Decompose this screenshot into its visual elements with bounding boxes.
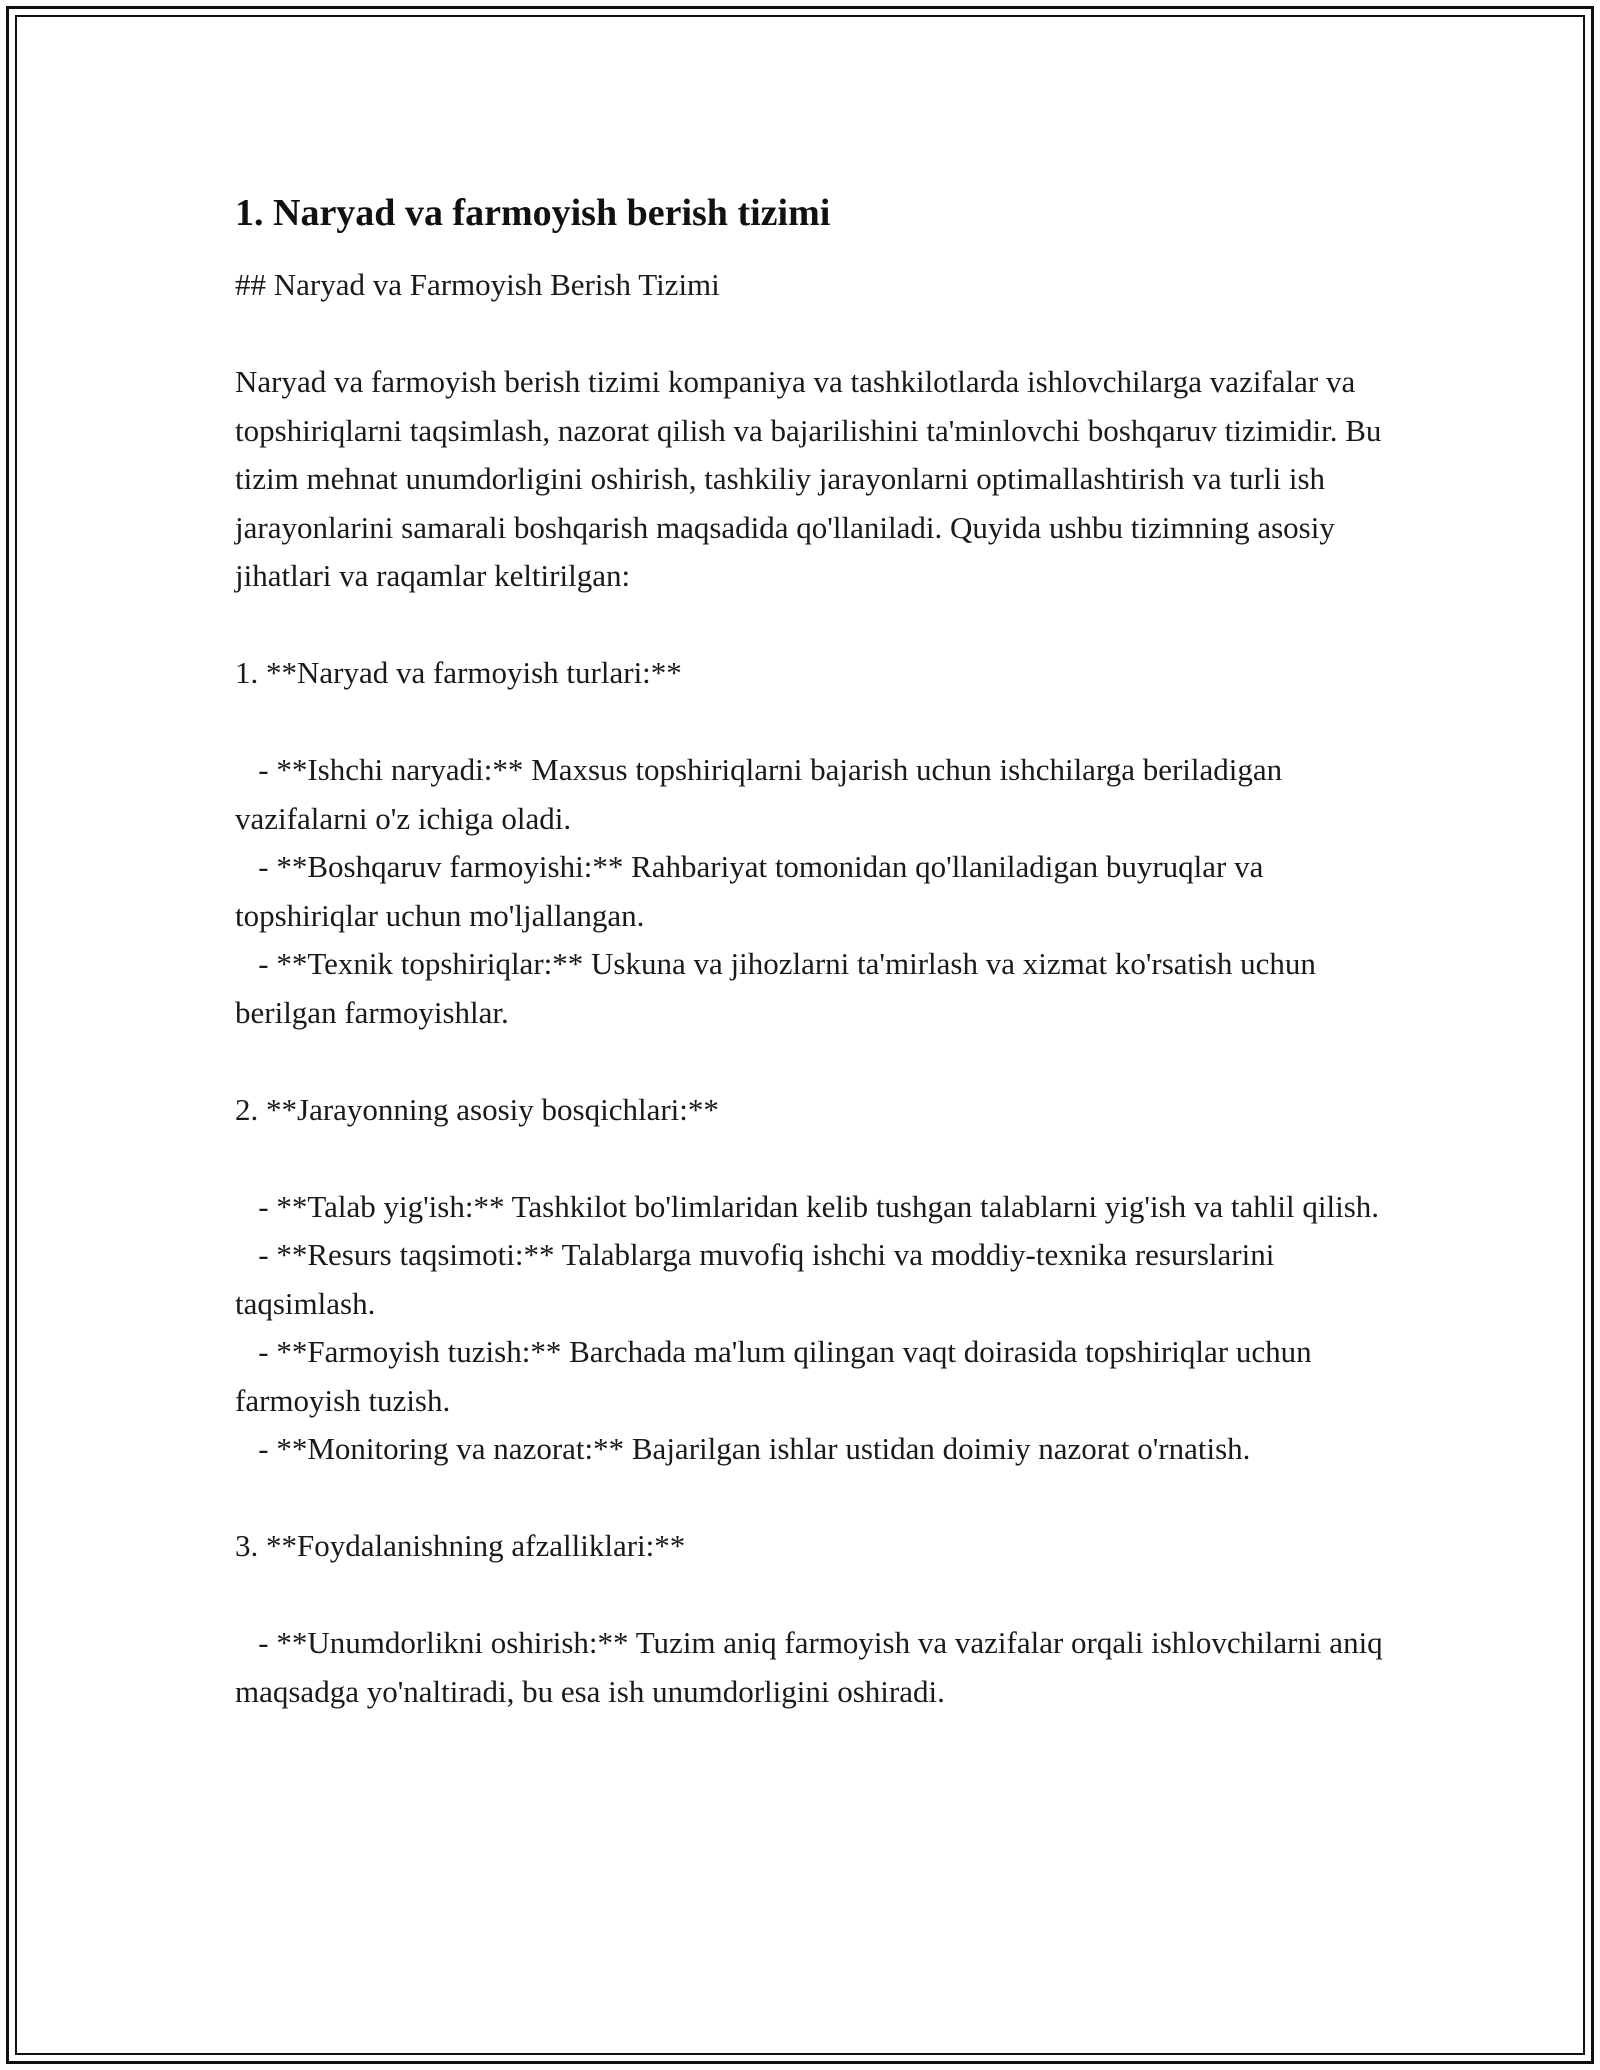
section-heading: 3. **Foydalanishning afzalliklari:**: [235, 1528, 686, 1563]
blank-line: [235, 698, 1385, 747]
section-heading: 1. **Naryad va farmoyish turlari:**: [235, 655, 682, 690]
blank-line: [235, 1474, 1385, 1523]
list-item: - **Boshqaruv farmoyishi:** Rahbariyat tomonidan qo'llaniladigan buyruqlar va topshiriqlar uchun mo'ljallangan.: [235, 849, 1272, 933]
markdown-heading: ## Naryad va Farmoyish Berish Tizimi: [235, 267, 720, 302]
list-item: - **Monitoring va nazorat:** Bajarilgan ishlar ustidan doimiy nazorat o'rnatish.: [235, 1431, 1251, 1466]
section-heading: 2. **Jarayonning asosiy bosqichlari:**: [235, 1091, 719, 1127]
blank-line: [235, 1571, 1385, 1620]
list-item: - **Talab yig'ish:** Tashkilot bo'limlaridan kelib tushgan talablarni yig'ish va tahlil qilish.: [235, 1188, 1380, 1224]
list-item: - **Unumdorlikni oshirish:** Tuzim aniq farmoyish va vazifalar orqali ishlovchilarni aniq maqsadga yo'naltiradi, bu esa ish unumdorligini oshiradi.: [235, 1625, 1391, 1709]
blank-line: [235, 601, 1385, 650]
list-item: - **Texnik topshiriqlar:** Uskuna va jihozlarni ta'mirlash va xizmat ko'rsatish uchun berilgan farmoyishlar.: [235, 946, 1324, 1030]
blank-line: [235, 310, 1385, 359]
document-body: [235, 185, 1391, 1716]
list-item: - **Resurs taqsimoti:** Talablarga muvofiq ishchi va moddiy-texnika resurslarini taqsimlash.: [235, 1237, 1283, 1321]
intro-paragraph: Naryad va farmoyish berish tizimi kompaniya va tashkilotlarda ishlovchilarga vazifalar va topshiriqlarni taqsimlash, nazorat qilish va bajarilishini ta'minlovchi boshqaruv tizimidir. Bu tizim mehnat unumdorligini oshirish, tashkiliy jarayonlarni optimallashtirish va turli ish jarayonlarini samarali boshqarish maqsadida qo'llaniladi. Quyida ushbu tizimning asosiy jihatlari va raqamlar keltirilgan:: [235, 364, 1382, 593]
list-item: - **Ishchi naryadi:** Maxsus topshiriqlarni bajarish uchun ishchilarga beriladigan vazifalarni o'z ichiga oladi.: [235, 752, 1290, 836]
document-title: 1. Naryad va farmoyish berish tizimi: [235, 192, 831, 234]
blank-line: [235, 1037, 1385, 1086]
blank-line: [235, 1134, 1385, 1183]
list-item: - **Farmoyish tuzish:** Barchada ma'lum qilingan vaqt doirasida topshiriqlar uchun farmoyish tuzish.: [235, 1334, 1320, 1418]
